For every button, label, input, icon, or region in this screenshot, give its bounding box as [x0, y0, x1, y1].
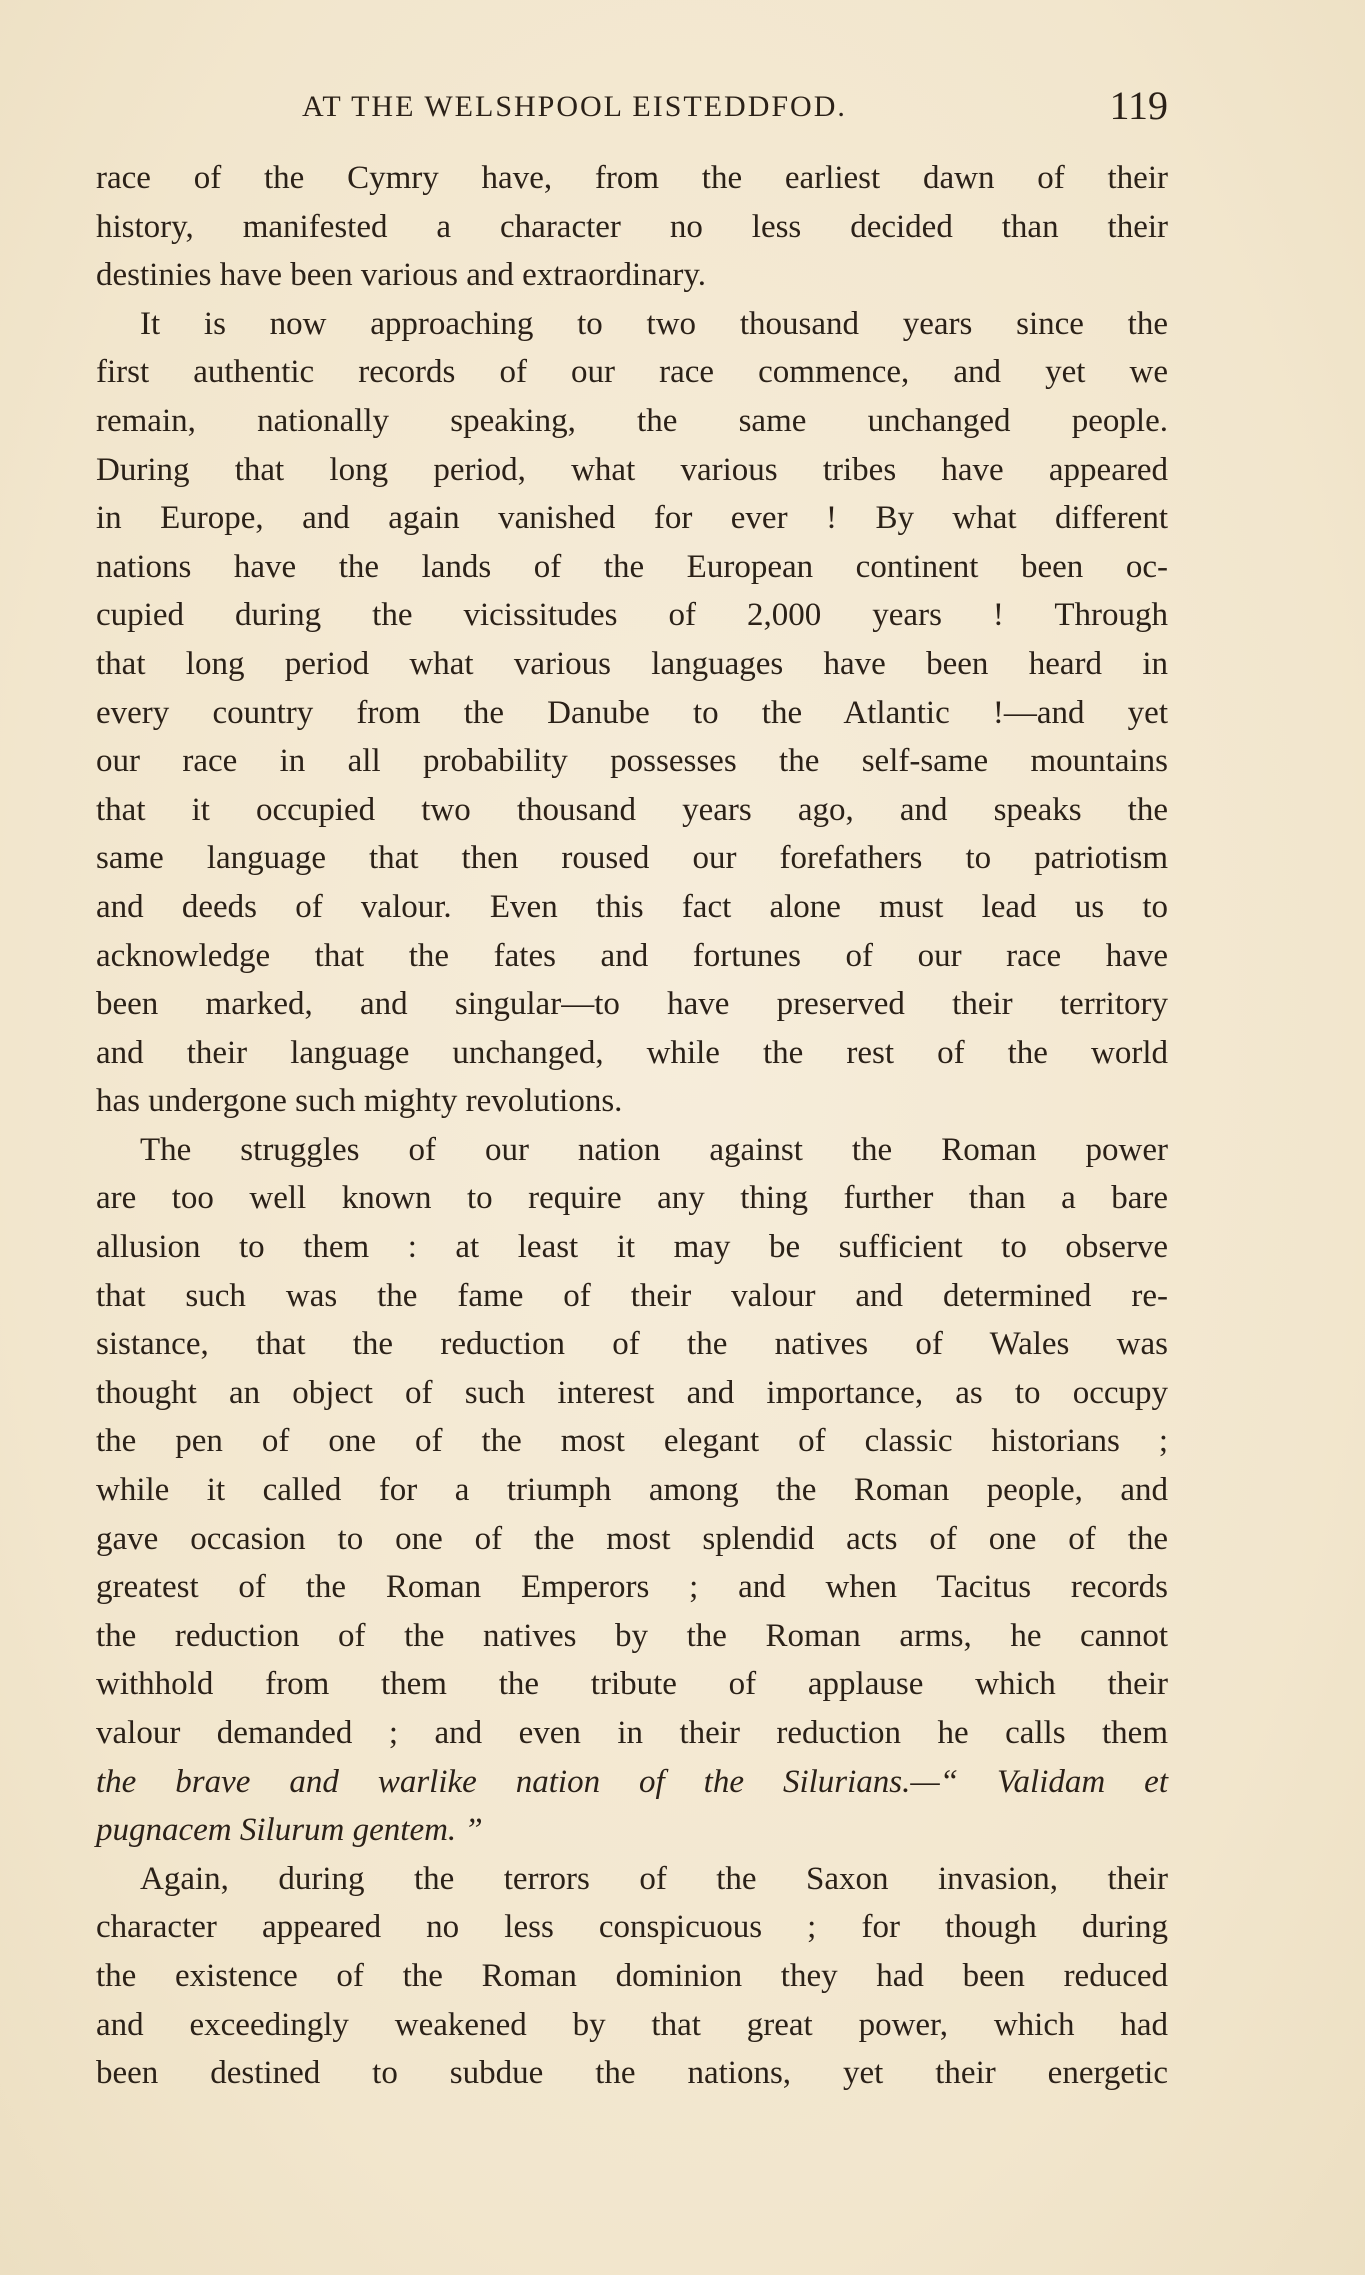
text-line: destinies have been various and extraordinary.	[96, 257, 706, 294]
italic-text-line: the brave and warlike nation of the Silurians.—“ Validam et	[96, 1763, 1168, 1800]
text-line: The struggles of our nation against the Roman power	[140, 1131, 1168, 1168]
text-line: same language that then roused our forefathers to patriotism	[96, 840, 1168, 877]
text-line: It is now approaching to two thousand years since the	[140, 305, 1168, 342]
page-number: 119	[1109, 83, 1168, 128]
text-line: cupied during the vicissitudes of 2,000 years ! Through	[96, 597, 1168, 634]
text-line: withhold from them the tribute of applause which their	[96, 1666, 1168, 1703]
text-line: the existence of the Roman dominion they had been reduced	[96, 1957, 1168, 1994]
text-line: while it called for a triumph among the Roman people, and	[96, 1472, 1168, 1509]
text-line: During that long period, what various tribes have appeared	[96, 451, 1168, 488]
page-header	[96, 82, 1168, 142]
text-line: every country from the Danube to the Atlantic !—and yet	[96, 694, 1168, 731]
body-text	[96, 154, 1168, 2098]
text-line: in Europe, and again vanished for ever ! By what different	[96, 500, 1168, 537]
text-line: that long period what various languages have been heard in	[96, 645, 1168, 682]
text-line: thought an object of such interest and importance, as to occupy	[96, 1374, 1168, 1411]
running-head: AT THE WELSHPOOL EISTEDDFOD.	[302, 90, 847, 123]
text-line: been destined to subdue the nations, yet their energetic	[96, 2055, 1168, 2092]
text-line: race of the Cymry have, from the earliest dawn of their	[96, 160, 1168, 196]
text-line: history, manifested a character no less decided than their	[96, 208, 1168, 245]
text-line: our race in all probability possesses the self-same mountains	[96, 743, 1168, 780]
text-line: the pen of one of the most elegant of classic historians ;	[96, 1423, 1168, 1460]
text-line: first authentic records of our race commence, and yet we	[96, 354, 1168, 391]
text-line: valour demanded ; and even in their reduction he calls them	[96, 1715, 1168, 1751]
text-line: has undergone such mighty revolutions.	[96, 1083, 623, 1120]
italic-text-line: pugnacem Silurum gentem. ”	[96, 1812, 483, 1849]
text-line: and deeds of valour. Even this fact alone must lead us to	[96, 888, 1168, 925]
text-line: allusion to them : at least it may be sufficient to observe	[96, 1229, 1168, 1266]
text-line: gave occasion to one of the most splendid acts of one of the	[96, 1520, 1168, 1557]
text-line: acknowledge that the fates and fortunes of our race have	[96, 937, 1168, 974]
text-line: greatest of the Roman Emperors ; and when Tacitus records	[96, 1569, 1168, 1606]
text-line: been marked, and singular—to have preserved their territory	[96, 986, 1168, 1023]
text-line: and their language unchanged, while the rest of the world	[96, 1034, 1168, 1071]
text-line: remain, nationally speaking, the same unchanged people.	[96, 402, 1168, 439]
text-line: sistance, that the reduction of the natives of Wales was	[96, 1326, 1168, 1363]
text-line: character appeared no less conspicuous ; for though during	[96, 1909, 1168, 1946]
text-line: nations have the lands of the European continent been oc-	[96, 548, 1168, 585]
text-line: are too well known to require any thing further than a bare	[96, 1180, 1168, 1217]
text-line: the reduction of the natives by the Roman arms, he cannot	[96, 1617, 1168, 1654]
text-line: and exceedingly weakened by that great power, which had	[96, 2006, 1168, 2043]
text-line: that it occupied two thousand years ago, and speaks the	[96, 791, 1168, 828]
text-line: that such was the fame of their valour and determined re-	[96, 1277, 1168, 1314]
text-line: Again, during the terrors of the Saxon invasion, their	[140, 1860, 1168, 1897]
